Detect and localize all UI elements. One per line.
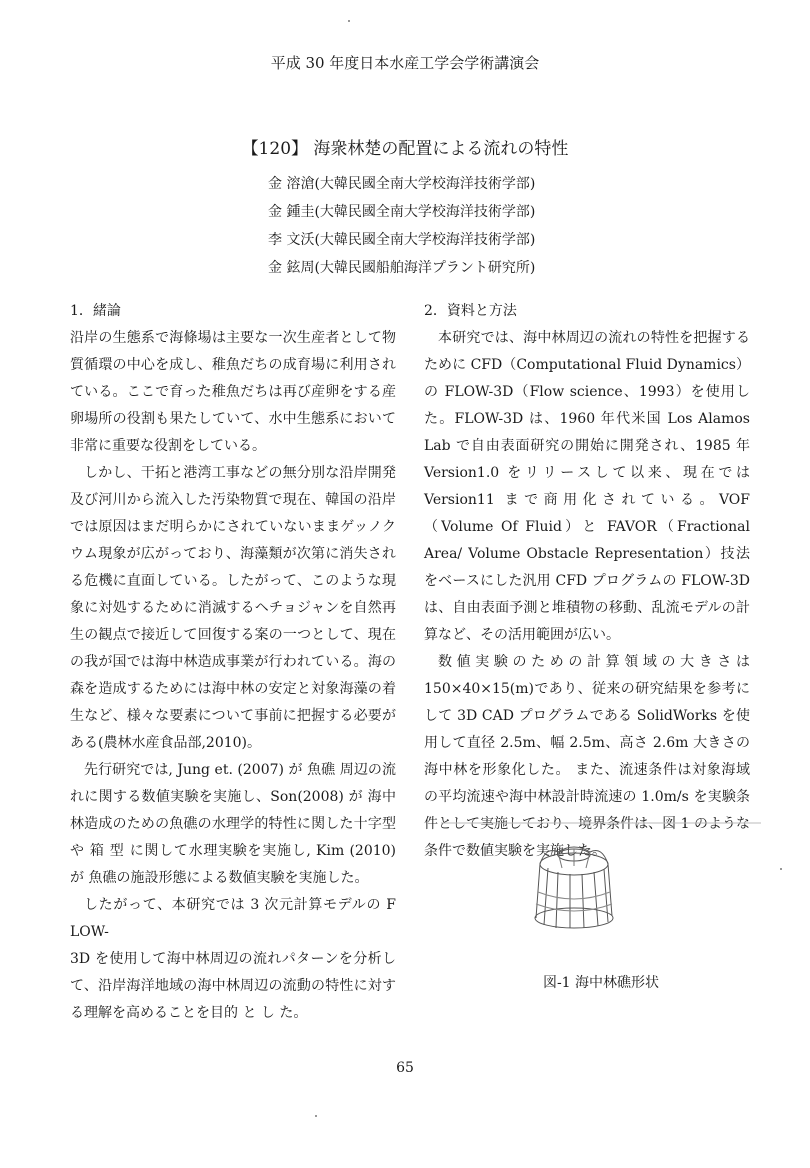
methods-paragraph-1: 本研究では、海中林周辺の流れの特性を把握するために CFD（Computational Fluid Dynamics）の FLOW-3D（Flow science、1993）を使用した。FLOW-3D は、1960 年代米国 Los Alamos Lab で自由表面研究の開始に開発され、1985 年 Version1.0 をリリースして以来、現在では Version11 まで商用化されている。VOF（Volume Of Fluid）と FAVOR（Fractional Area/ Volume Obstacle Representation）技法をベースにした汎用 CFD プログラムの FLOW-3D は、自由表面予測と堆積物の移動、乱流モデルの計算など、その活用範囲が広い。 <box>424 330 750 643</box>
intro-paragraph-5: 3D を使用して海中林周辺の流れパターンを分析して、沿岸海洋地域の海中林周辺の流動の特性に対する理解を高めることを目的 と し た。 <box>70 951 396 1021</box>
author-1: 金 溶滄(大韓民國全南大学校海洋技術学部) <box>268 176 536 192</box>
intro-paragraph-4: したがって、本研究では 3 次元計算モデルの F LOW- <box>70 897 396 940</box>
page-number: 65 <box>396 1060 414 1076</box>
author-2: 金 鍾圭(大韓民國全南大学校海洋技術学部) <box>268 204 536 220</box>
author-3: 李 文沃(大韓民國全南大学校海洋技術学部) <box>268 232 536 248</box>
intro-paragraph-3: 先行研究では, Jung et. (2007) が 魚礁 周辺の流れに関する数値実験を実施し、Son(2008) が 海中林造成のための魚礁の水理学的特性に関した十字型や 箱 型 に関して水理実験を実施し, Kim (2010) が 魚礁の施設形態による数値実験を実施した。 <box>70 762 396 886</box>
section-heading-introduction: 1．緒論 <box>70 303 121 319</box>
figure-caption: 図-1 海中林礁形状 <box>542 975 660 991</box>
right-column <box>424 298 750 865</box>
scan-speck <box>315 1115 317 1117</box>
reef-figure <box>440 822 762 932</box>
methods-paragraph-2: 数値実験のための計算領域の大きさは 150×40×15(m)であり、従来の研究結果を参考にして 3D CAD プログラムである SolidWorks を使用して直径 2.5m、幅 2.5m、高さ 2.6m 大きさの 海中林を形象化した。 また、流速条件は対象海域の平均流速や海中林設計時流速の 1.0m/s を実験条件として実施しており、境界条件は、図 1 のような条件で数値実験を実施した。 <box>424 654 750 859</box>
paper-title: 【120】 海衆林楚の配置による流れの特性 <box>241 139 569 159</box>
left-column <box>70 298 396 1027</box>
section-heading-methods: 2．資料と方法 <box>424 303 517 319</box>
page-header: 平成 30 年度日本水産工学会学術講演会 <box>270 54 540 72</box>
author-list <box>268 170 535 282</box>
reef-cage-icon <box>535 847 613 928</box>
intro-paragraph-1: 沿岸の生態系で海條場は主要な一次生産者として物質循環の中心を成し、稚魚だちの成育場に利用されている。ここで育った稚魚だちは再び産卵をする産卵場所の役割も果たしていて、水中生態系において非常に重要な役割をしている。 <box>70 330 396 454</box>
intro-paragraph-2: しかし、干拓と港湾工事などの無分別な沿岸開発及び河川から流入した汚染物質で現在、韓国の沿岸では原因はまだ明らかにされていないままゲッノクウム現象が広がっており、海藻類が次第に消失される危機に直面している。したがって、このような現象に対処するために消滅するヘチョジャンを自然再生の観点で接近して回復する案の一つとして、現在の我が国では海中林造成事業が行われている。海の森を造成するためには海中林の安定と対象海藻の着生など、様々な要素について事前に把握する必要がある(農林水産食品部,2010)。 <box>70 465 396 751</box>
author-4: 金 鉉周(大韓民國船舶海洋プラント研究所) <box>268 260 536 276</box>
scan-speck <box>780 868 782 870</box>
scan-speck <box>348 20 350 22</box>
